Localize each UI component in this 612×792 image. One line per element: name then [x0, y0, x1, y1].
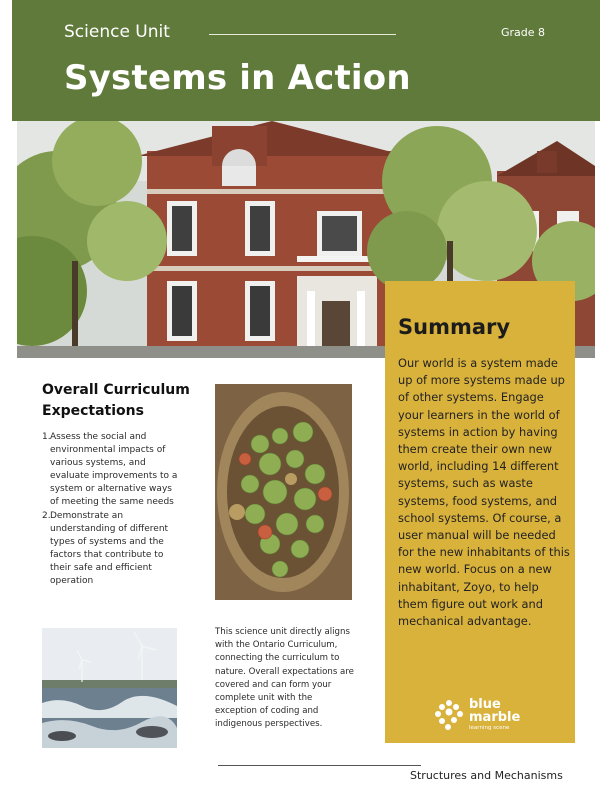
curriculum-alignment-text: This science unit directly aligns with the Ontario Curriculum, connecting the curriculum to nature. Overall expectations are covered and can form your complete unit with the exception of coding and indigenous perspectives. [215, 627, 354, 730]
summary-title: Summary [398, 315, 511, 339]
tomato-illustration [215, 384, 352, 600]
summary-body: Our world is a system made up of more systems made up of other systems. Engage your learners in the world of systems in action by having them create their own new world, including 14 different systems, such as waste systems, food systems, and school systems. Of course, a user manual will be needed for the new inhabitants of this new world. Focus on a new inhabitant, Zoyo, to help them figure out work and mechanical advantage. [398, 356, 570, 629]
unit-label: Science Unit [64, 22, 170, 42]
summary-box [385, 281, 575, 743]
list-item-number: 2. [42, 511, 51, 521]
footer-label: Structures and Mechanisms [410, 769, 563, 782]
turbine-illustration [42, 628, 177, 748]
blue-marble-logo [433, 699, 553, 737]
logo-word-blue: blue [469, 697, 501, 712]
header-divider [209, 34, 396, 35]
logo-dots-icon [433, 699, 465, 731]
expectations-heading: Overall Curriculum Expectations [42, 382, 190, 419]
tomato-basket-photo [215, 384, 352, 600]
list-item-text: Assess the social and environmental impacts of various systems, and evaluate improvements to a system or alternative ways of meeting the same needs [50, 432, 178, 507]
list-item [42, 510, 182, 588]
footer-divider [218, 765, 421, 766]
grade-label: Grade 8 [500, 26, 545, 39]
header-band [12, 0, 600, 121]
list-item-text: Demonstrate an understanding of different types of systems and the factors that contribute to their safe and efficient operation [50, 511, 169, 586]
logo-word-marble: marble [469, 710, 521, 725]
list-item-number: 1. [42, 432, 51, 442]
logo-tagline: learning scene [469, 725, 510, 731]
wind-turbine-photo [42, 628, 177, 748]
page-title: Systems in Action [64, 58, 411, 98]
expectations-list [42, 431, 182, 589]
list-item [42, 431, 182, 509]
